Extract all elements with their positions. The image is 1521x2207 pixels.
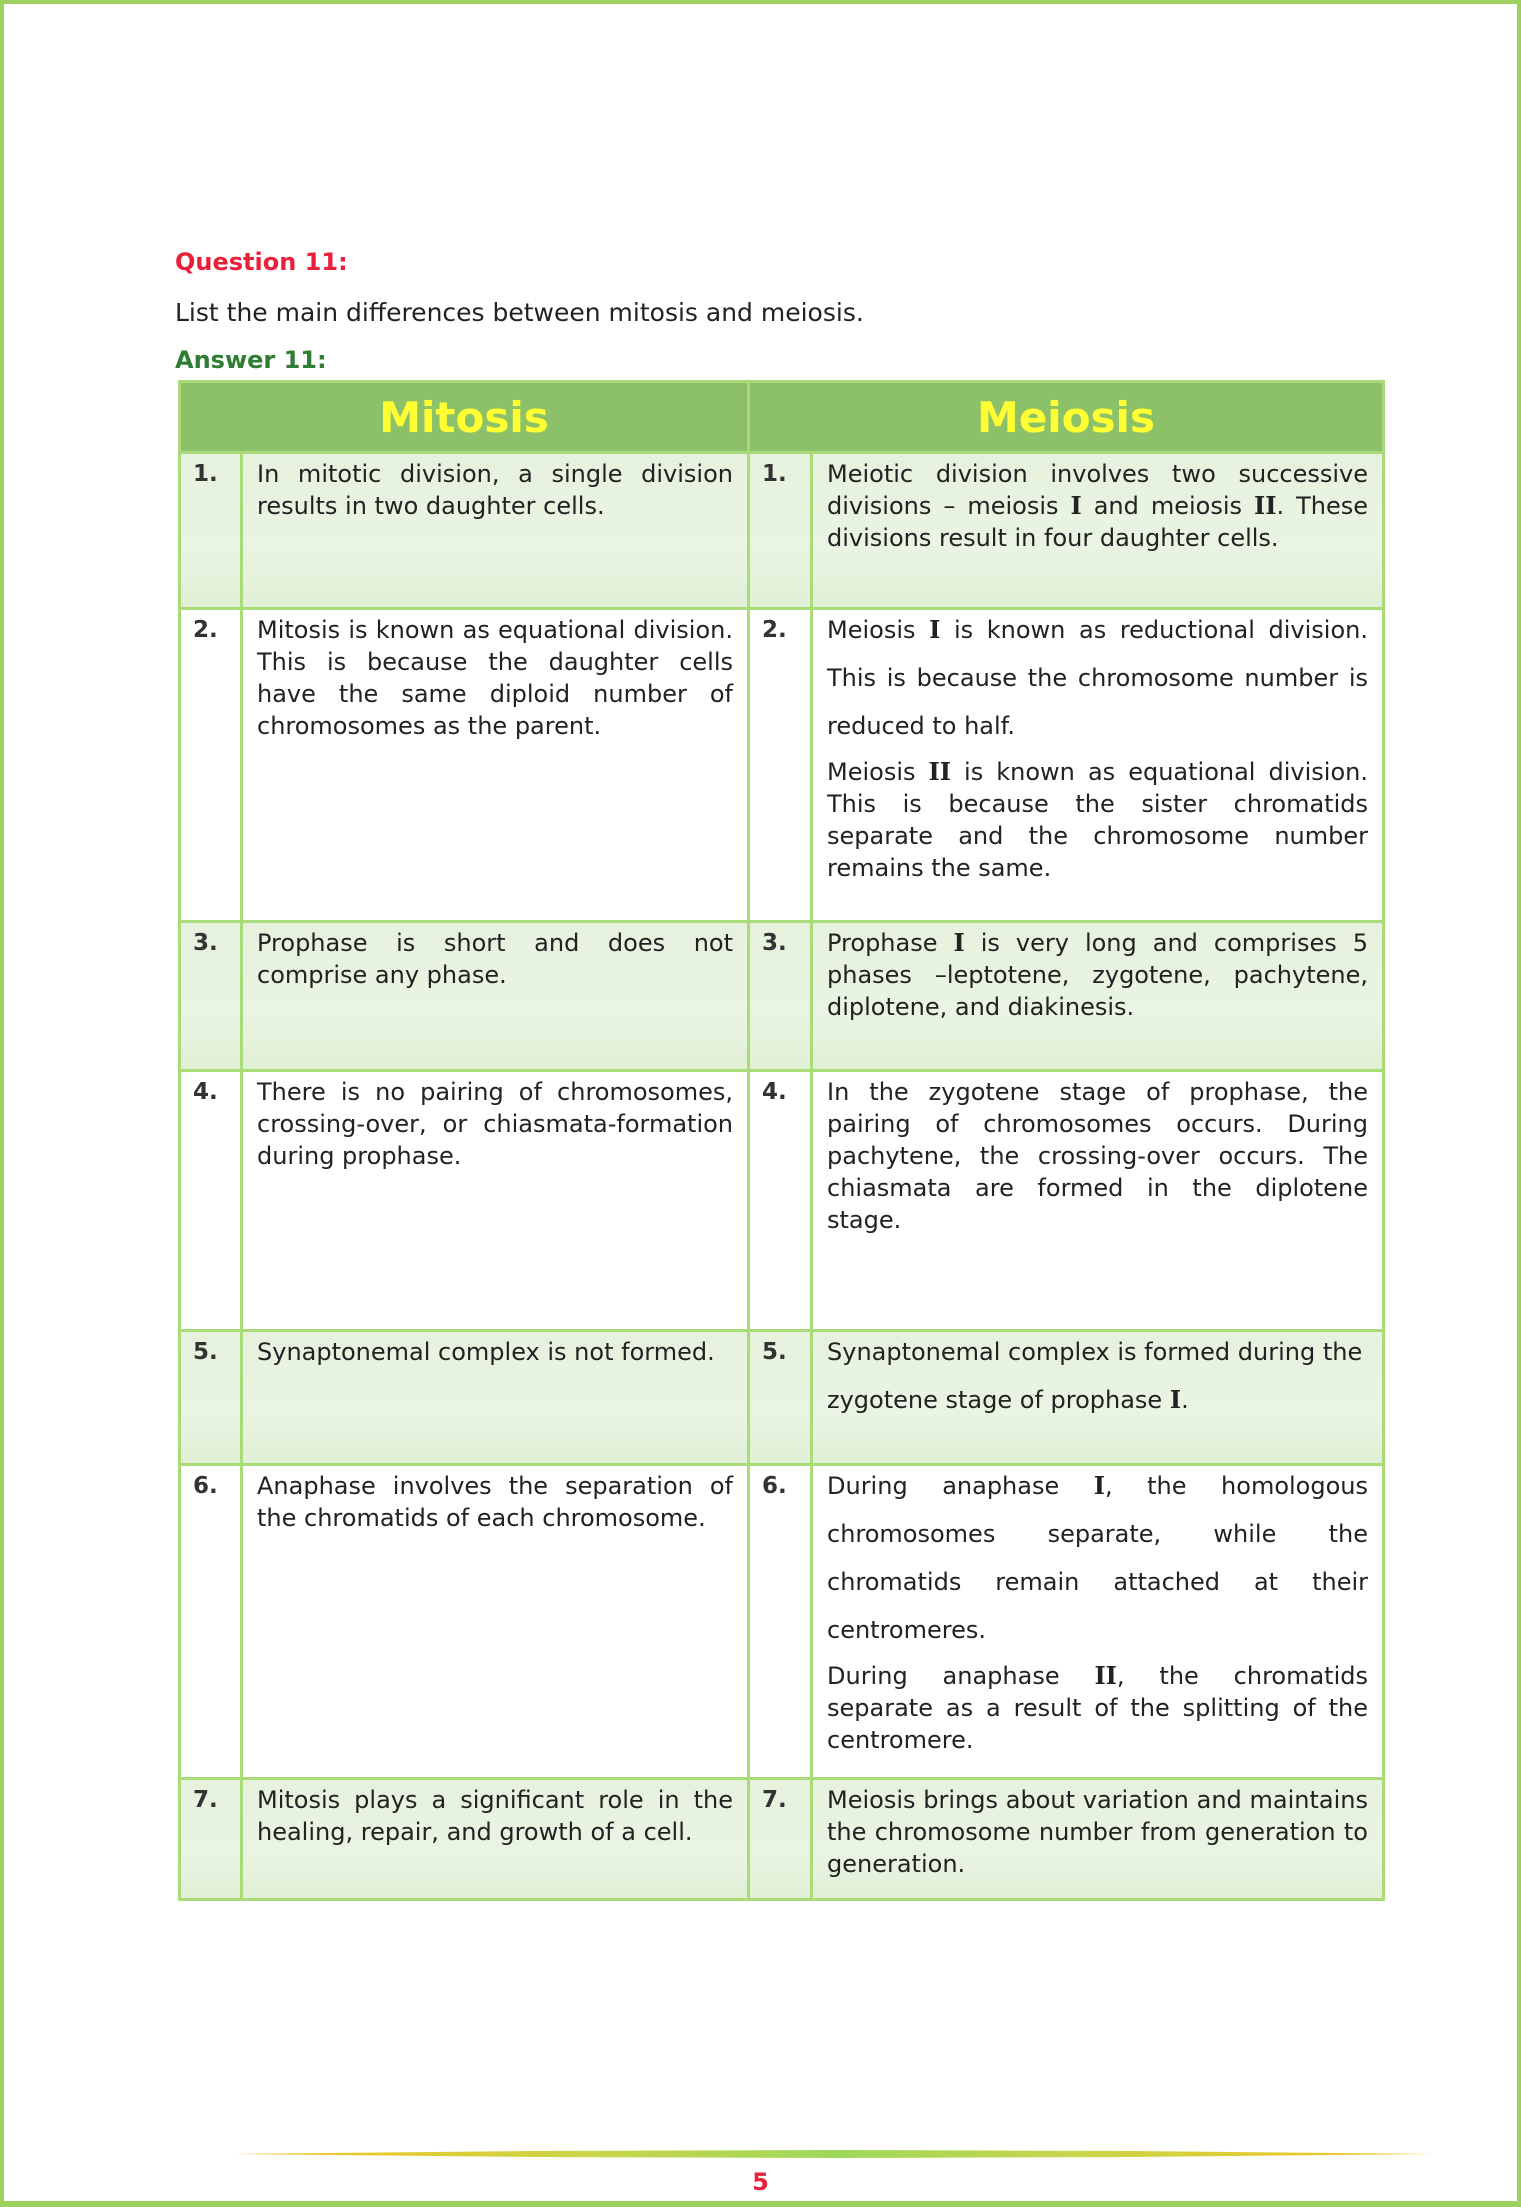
table-row — [180, 1071, 1384, 1331]
row-number: 1. — [749, 453, 812, 609]
meiosis-cell: Synaptonemal complex is formed during the zygotene stage of prophase I. — [812, 1331, 1384, 1465]
row-number: 7. — [180, 1779, 242, 1900]
row-number: 5. — [749, 1331, 812, 1465]
meiosis-cell: In the zygotene stage of prophase, the pairing of chromosomes occurs. During pachytene, the crossing-over occurs. The chiasmata are formed in the diplotene stage. — [812, 1071, 1384, 1331]
header-mitosis: Mitosis — [180, 382, 749, 453]
row-number: 3. — [180, 922, 242, 1071]
mitosis-cell: Synaptonemal complex is not formed. — [242, 1331, 749, 1465]
mitosis-cell: Mitosis is known as equational division. This is because the daughter cells have the same diploid number of chromosomes as the parent. — [242, 609, 749, 922]
mitosis-cell: Mitosis plays a significant role in the healing, repair, and growth of a cell. — [242, 1779, 749, 1900]
table-header-row — [180, 382, 1384, 453]
mitosis-cell: Anaphase involves the separation of the chromatids of each chromosome. — [242, 1465, 749, 1779]
row-number: 6. — [180, 1465, 242, 1779]
table-row — [180, 609, 1384, 922]
meiosis-cell: Prophase I is very long and comprises 5 phases –leptotene, zygotene, pachytene, diplotene, and diakinesis. — [812, 922, 1384, 1071]
meiosis-cell: Meiosis brings about variation and maintains the chromosome number from generation to generation. — [812, 1779, 1384, 1900]
row-number: 4. — [749, 1071, 812, 1331]
meiosis-cell: Meiosis I is known as reductional division. This is because the chromosome number is reduced to half. Meiosis II is known as equational division. This is because the sister chromatids separate and the chromosome number remains the same. — [812, 609, 1384, 922]
header-meiosis: Meiosis — [749, 382, 1384, 453]
table-row — [180, 1465, 1384, 1779]
row-number: 2. — [180, 609, 242, 922]
row-number: 1. — [180, 453, 242, 609]
meiosis-cell: During anaphase I, the homologous chromosomes separate, while the chromatids remain attached at their centromeres. During anaphase II, the chromatids separate as a result of the splitting of the centromere. — [812, 1465, 1384, 1779]
question-text: List the main differences between mitosis and meiosis. — [175, 298, 864, 327]
page-number: 5 — [752, 2168, 769, 2196]
row-number: 7. — [749, 1779, 812, 1900]
row-number: 6. — [749, 1465, 812, 1779]
footer-divider — [235, 2150, 1435, 2158]
answer-title: Answer 11: — [175, 346, 327, 374]
mitosis-cell: In mitotic division, a single division results in two daughter cells. — [242, 453, 749, 609]
row-number: 4. — [180, 1071, 242, 1331]
bottom-border-band — [0, 2201, 1521, 2207]
table-row — [180, 922, 1384, 1071]
row-number: 2. — [749, 609, 812, 922]
table-row — [180, 1779, 1384, 1900]
mitosis-cell: There is no pairing of chromosomes, crossing-over, or chiasmata-formation during prophase. — [242, 1071, 749, 1331]
question-title: Question 11: — [175, 248, 348, 276]
row-number: 3. — [749, 922, 812, 1071]
meiosis-cell: Meiotic division involves two successive divisions – meiosis I and meiosis II. These divisions result in four daughter cells. — [812, 453, 1384, 609]
table-row — [180, 1331, 1384, 1465]
table-row — [180, 453, 1384, 609]
comparison-table — [178, 380, 1385, 1901]
row-number: 5. — [180, 1331, 242, 1465]
mitosis-cell: Prophase is short and does not comprise any phase. — [242, 922, 749, 1071]
